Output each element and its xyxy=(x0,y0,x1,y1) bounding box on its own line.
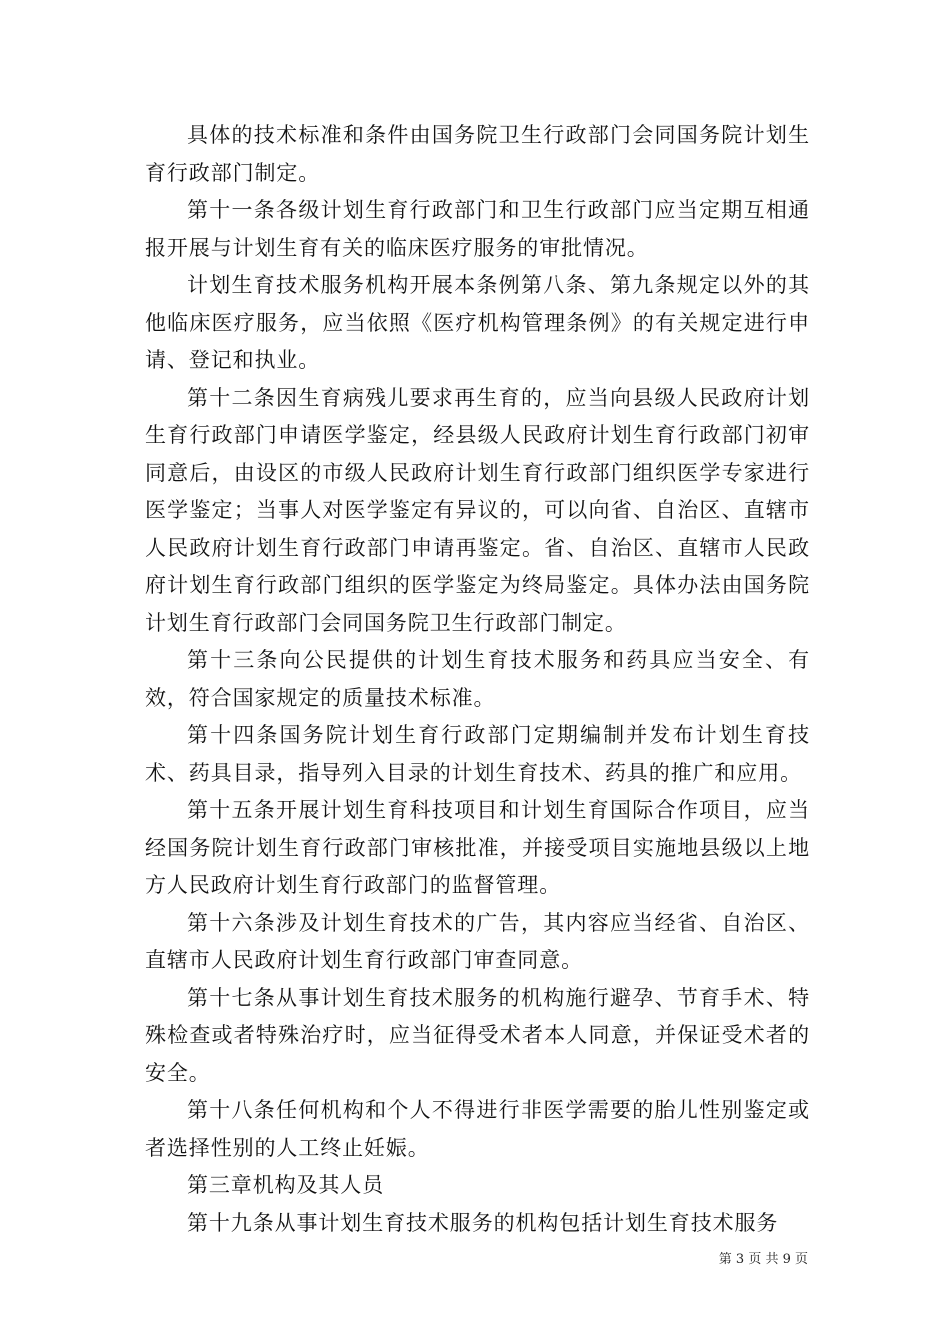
paragraph-11: 第十九条从事计划生育技术服务的机构包括计划生育技术服务 xyxy=(187,1210,779,1235)
chapter-heading: 第三章机构及其人员 xyxy=(187,1173,385,1197)
paragraph-1: 具体的技术标准和条件由国务院卫生行政部门会同国务院计划生育行政部门制定。 xyxy=(145,123,810,185)
paragraph-8: 第十六条涉及计划生育技术的广告，其内容应当经省、自治区、直辖市人民政府计划生育行政部门审查同意。 xyxy=(145,910,810,972)
paragraph-10: 第十八条任何机构和个人不得进行非医学需要的胎儿性别鉴定或者选择性别的人工终止妊娠。 xyxy=(145,1098,810,1160)
paragraph-6: 第十四条国务院计划生育行政部门定期编制并发布计划生育技术、药具目录，指导列入目录的计划生育技术、药具的推广和应用。 xyxy=(145,723,810,785)
paragraph-2: 第十一条各级计划生育行政部门和卫生行政部门应当定期互相通报开展与计划生育有关的临床医疗服务的审批情况。 xyxy=(145,198,810,260)
page-number-footer: 第 3 页 共 9 页 xyxy=(718,1252,808,1267)
document-body xyxy=(145,117,810,1242)
paragraph-5: 第十三条向公民提供的计划生育技术服务和药具应当安全、有效，符合国家规定的质量技术标准。 xyxy=(145,648,810,710)
paragraph-4: 第十二条因生育病残儿要求再生育的，应当向县级人民政府计划生育行政部门申请医学鉴定，经县级人民政府计划生育行政部门初审同意后，由设区的市级人民政府计划生育行政部门组织医学专家进行医学鉴定；当事人对医学鉴定有异议的，可以向省、自治区、直辖市人民政府计划生育行政部门申请再鉴定。省、自治区、直辖市人民政府计划生育行政部门组织的医学鉴定为终局鉴定。具体办法由国务院计划生育行政部门会同国务院卫生行政部门制定。 xyxy=(145,385,810,635)
paragraph-3: 计划生育技术服务机构开展本条例第八条、第九条规定以外的其他临床医疗服务，应当依照《医疗机构管理条例》的有关规定进行申请、登记和执业。 xyxy=(145,273,810,372)
paragraph-7: 第十五条开展计划生育科技项目和计划生育国际合作项目，应当经国务院计划生育行政部门审核批准，并接受项目实施地县级以上地方人民政府计划生育行政部门的监督管理。 xyxy=(145,798,810,897)
paragraph-9: 第十七条从事计划生育技术服务的机构施行避孕、节育手术、特殊检查或者特殊治疗时，应当征得受术者本人同意，并保证受术者的安全。 xyxy=(145,985,810,1085)
